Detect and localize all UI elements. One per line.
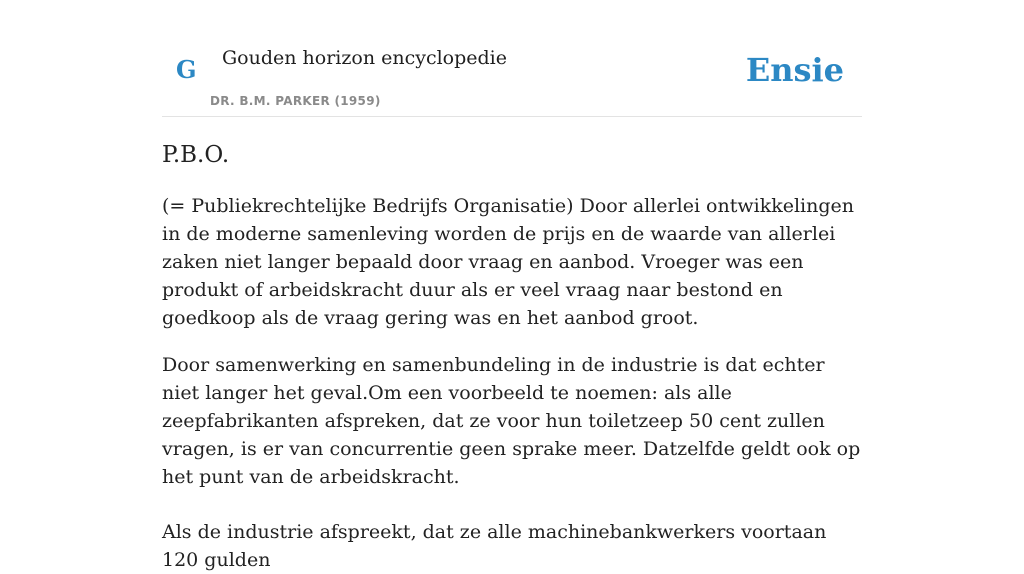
article-paragraph: (= Publiekrechtelijke Bedrijfs Organisatie) Door allerlei ontwikkelingen in de moderne samenleving worden de prijs en de waarde van allerlei zaken niet langer bepaald door vraag en aanbod. Vroeger was een produkt of arbeidskracht duur als er veel vraag naar bestond en goedkoop als de vraag gering was en het aanbod groot. [162,195,855,329]
source-author: DR. B.M. PARKER (1959) [210,94,381,108]
page-title: P.B.O. [162,142,230,168]
site-header [162,0,862,117]
brand-logo-link[interactable]: Ensie [745,51,844,89]
article-body [162,138,862,574]
article-paragraph: Als de industrie afspreekt, dat ze alle machinebankwerkers voortaan 120 gulden [162,521,827,571]
article-paragraph: Door samenwerking en samenbundeling in de industrie is dat echter niet langer het geval.Om een voorbeeld te noemen: als alle zeepfabrikanten afspreken, dat ze voor hun toiletzeep 50 cent zullen vragen, is er van concurrentie geen sprake meer. Datzelfde geldt ook op het punt van de arbeidskracht. [162,354,861,488]
source-title[interactable]: Gouden horizon encyclopedie [222,47,507,69]
source-logo[interactable]: G [176,55,197,84]
